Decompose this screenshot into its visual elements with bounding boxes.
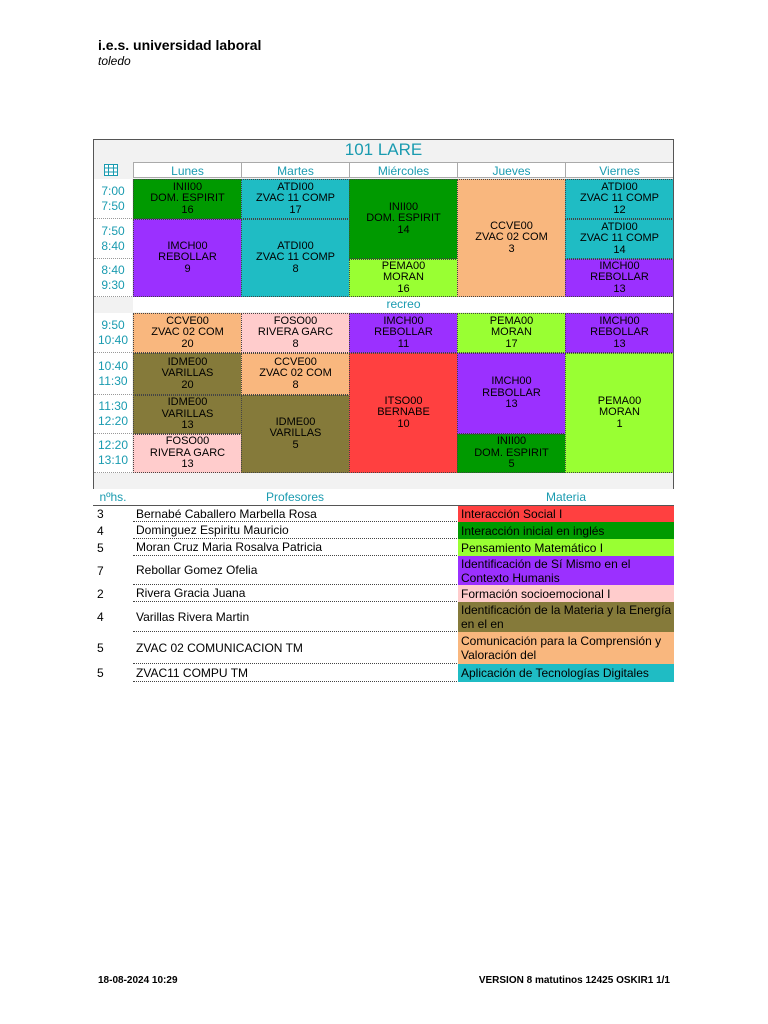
lesson-subject: ATDI00 — [277, 180, 314, 193]
legend-hours: 4 — [97, 523, 104, 538]
lesson-cell[interactable] — [133, 219, 242, 297]
lesson-teacher: ZVAC 11 COMP — [579, 192, 660, 205]
lesson-cell[interactable] — [241, 395, 350, 473]
time-end: 11:30 — [98, 373, 128, 388]
lesson-subject: PEMA00 — [489, 314, 534, 327]
legend-subject: Pensamiento Matemático I — [458, 539, 674, 556]
lesson-cell[interactable] — [457, 434, 566, 473]
lesson-subject: CCVE00 — [166, 314, 209, 327]
legend-subject: Identificación de Sí Mismo en el Contexto Humanis — [458, 556, 674, 585]
lesson-subject: ATDI00 — [601, 220, 638, 233]
lesson-room: 17 — [289, 203, 302, 216]
lesson-teacher: DOM. ESPIRIT — [474, 446, 549, 459]
legend-teacher: Rebollar Gomez Ofelia — [133, 556, 457, 585]
table-border-top — [93, 139, 674, 140]
lesson-room: 11 — [397, 337, 410, 350]
lesson-subject: INII00 — [172, 180, 203, 193]
legend-subject: Identificación de la Materia y la Energía en el en — [458, 602, 674, 632]
table-border-right — [673, 139, 674, 489]
lesson-teacher: MORAN — [599, 406, 640, 419]
legend-subject-header: Materia — [545, 490, 586, 504]
lesson-subject: CCVE00 — [490, 219, 533, 232]
lesson-cell[interactable] — [133, 395, 242, 434]
time-end: 10:40 — [97, 332, 129, 347]
lesson-teacher: ZVAC 11 COMP — [255, 192, 336, 205]
time-start: 7:00 — [101, 183, 125, 198]
lesson-teacher: RIVERA GARC — [257, 326, 334, 339]
lesson-teacher: ZVAC 02 COM — [259, 367, 332, 380]
legend-hours: 4 — [97, 610, 104, 624]
day-header: Lunes — [133, 162, 242, 178]
lesson-cell[interactable] — [133, 434, 242, 473]
time-slot — [94, 313, 132, 353]
lesson-teacher: RIVERA GARC — [149, 446, 226, 459]
lesson-room: 13 — [181, 458, 194, 471]
lesson-subject: IMCH00 — [599, 314, 640, 327]
time-end: 9:30 — [101, 277, 125, 292]
legend-hours: 7 — [97, 563, 104, 578]
legend-subject: Comunicación para la Comprensión y Valoración del — [458, 632, 674, 664]
legend-teacher: Rivera Gracia Juana — [133, 585, 457, 602]
lesson-teacher: REBOLLAR — [590, 326, 649, 339]
legend-teacher: Varillas Rivera Martin — [133, 602, 457, 632]
lesson-cell[interactable] — [565, 219, 674, 259]
time-start: 12:20 — [97, 438, 129, 452]
lesson-cell[interactable] — [241, 353, 350, 395]
time-start: 10:40 — [97, 358, 129, 373]
lesson-cell[interactable] — [133, 179, 242, 219]
lesson-subject: PEMA00 — [597, 394, 642, 407]
lesson-teacher: ZVAC 11 COMP — [579, 232, 660, 245]
lesson-room: 5 — [508, 458, 515, 471]
lesson-room: 16 — [181, 203, 194, 216]
lesson-teacher: REBOLLAR — [374, 326, 433, 339]
lesson-teacher: ZVAC 02 COM — [475, 231, 548, 244]
lesson-teacher: REBOLLAR — [590, 271, 649, 284]
lesson-subject: ITSO00 — [384, 394, 423, 407]
lesson-cell[interactable] — [457, 313, 566, 353]
lesson-cell[interactable] — [133, 353, 242, 395]
lesson-teacher: DOM. ESPIRIT — [150, 192, 225, 205]
lesson-subject: INII00 — [388, 200, 419, 213]
legend-teacher: ZVAC11 COMPU TM — [133, 664, 457, 682]
time-end: 8:40 — [101, 238, 125, 253]
lesson-subject: IMCH00 — [491, 375, 532, 388]
lesson-room: 9 — [184, 262, 191, 275]
footer-version: VERSION 8 matutinos 12425 OSKIR1 1/1 — [478, 975, 670, 986]
legend-hours: 5 — [97, 540, 104, 555]
legend-teacher: Dominguez Espiritu Mauricio — [133, 522, 457, 539]
lesson-teacher: REBOLLAR — [482, 386, 541, 399]
lesson-room: 3 — [508, 242, 515, 255]
lesson-room: 10 — [397, 417, 410, 430]
time-slot — [94, 434, 132, 473]
lesson-room: 13 — [181, 419, 194, 432]
lesson-teacher: MORAN — [491, 326, 532, 339]
legend-hours: 5 — [97, 666, 104, 680]
lesson-cell[interactable] — [133, 313, 242, 353]
lesson-room: 12 — [613, 203, 626, 216]
lesson-subject: FOSO00 — [165, 435, 210, 448]
lesson-subject: ATDI00 — [277, 239, 314, 252]
lesson-cell[interactable] — [349, 179, 458, 259]
lesson-subject: CCVE00 — [274, 355, 317, 368]
lesson-cell[interactable] — [565, 179, 674, 219]
lesson-room: 8 — [292, 337, 299, 350]
time-start: 11:30 — [98, 399, 128, 413]
legend-teacher: ZVAC 02 COMUNICACION TM — [133, 632, 457, 664]
lesson-teacher: BERNABE — [377, 406, 430, 419]
lesson-room: 16 — [397, 282, 410, 295]
lesson-room: 14 — [397, 223, 410, 236]
lesson-room: 8 — [292, 378, 299, 391]
lesson-teacher: MORAN — [383, 271, 424, 284]
day-header: Martes — [241, 162, 350, 178]
lesson-cell[interactable] — [349, 353, 458, 473]
lesson-cell[interactable] — [241, 313, 350, 353]
time-end: 13:10 — [97, 453, 129, 467]
lesson-cell[interactable] — [457, 179, 566, 297]
lesson-teacher: DOM. ESPIRIT — [366, 212, 441, 225]
legend-teacher: Moran Cruz Maria Rosalva Patricia — [133, 539, 457, 556]
table-border-left — [93, 139, 94, 489]
lesson-cell[interactable] — [349, 259, 458, 297]
lesson-cell[interactable] — [241, 219, 350, 297]
legend-teacher: Bernabé Caballero Marbella Rosa — [133, 506, 457, 522]
time-end: 12:20 — [97, 414, 129, 428]
time-slot — [94, 395, 132, 434]
lesson-room: 20 — [181, 378, 194, 391]
day-header: Miércoles — [349, 162, 458, 178]
legend-hours: 2 — [97, 586, 104, 601]
legend-hours: 3 — [97, 507, 104, 521]
lesson-room: 17 — [505, 337, 518, 350]
lesson-subject: PEMA00 — [381, 259, 426, 272]
lesson-teacher: REBOLLAR — [158, 251, 217, 264]
footer-date: 18-08-2024 10:29 — [98, 975, 178, 986]
legend-teachers-header: Profesores — [265, 490, 325, 504]
lesson-teacher: VARILLAS — [161, 407, 214, 420]
lesson-room: 8 — [292, 262, 299, 275]
lesson-teacher: ZVAC 02 COM — [151, 326, 224, 339]
school-name: i.e.s. universidad laboral — [98, 37, 262, 53]
lesson-cell[interactable] — [457, 353, 566, 434]
lesson-cell[interactable] — [565, 259, 674, 297]
time-start: 8:40 — [101, 262, 125, 277]
time-slot — [94, 179, 132, 219]
lesson-subject: ATDI00 — [601, 180, 638, 193]
lesson-cell[interactable] — [565, 353, 674, 473]
time-slot — [94, 219, 132, 259]
lesson-subject: IMCH00 — [167, 239, 208, 252]
time-slot — [94, 259, 132, 297]
lesson-subject: INII00 — [496, 435, 527, 448]
time-start: 7:50 — [101, 223, 125, 238]
lesson-subject: IDME00 — [167, 355, 208, 368]
time-slot — [94, 353, 132, 395]
legend-subject: Interacción Social I — [458, 506, 674, 522]
lesson-cell[interactable] — [349, 313, 458, 353]
lesson-room: 13 — [613, 282, 626, 295]
lesson-subject: IDME00 — [167, 396, 208, 409]
lesson-room: 5 — [292, 438, 299, 451]
day-header: Jueves — [457, 162, 566, 178]
lesson-subject: IMCH00 — [599, 259, 640, 272]
timetable-title: 101 LARE — [344, 140, 423, 159]
lesson-room: 13 — [613, 337, 626, 350]
legend-subject: Formación socioemocional I — [458, 585, 674, 602]
day-header: Viernes — [565, 162, 674, 178]
lesson-subject: FOSO00 — [273, 314, 318, 327]
lesson-teacher: VARILLAS — [269, 427, 322, 440]
break-row: recreo — [133, 297, 674, 312]
legend-hours: 5 — [97, 641, 104, 655]
lesson-room: 13 — [505, 398, 518, 411]
legend-subject: Aplicación de Tecnologías Digitales — [458, 664, 674, 682]
lesson-cell[interactable] — [241, 179, 350, 219]
lesson-subject: IMCH00 — [383, 314, 424, 327]
grid-icon — [104, 164, 118, 176]
lesson-teacher: ZVAC 11 COMP — [255, 251, 336, 264]
lesson-subject: IDME00 — [275, 415, 316, 428]
lesson-room: 20 — [181, 337, 194, 350]
lesson-room: 14 — [613, 243, 626, 256]
lesson-teacher: VARILLAS — [161, 367, 214, 380]
legend-hours-header: nºhs. — [99, 490, 127, 504]
legend-subject: Interacción inicial en inglés — [458, 522, 674, 539]
time-start: 9:50 — [101, 317, 125, 332]
lesson-room: 1 — [616, 417, 623, 430]
lesson-cell[interactable] — [565, 313, 674, 353]
school-city: toledo — [98, 54, 131, 68]
time-end: 7:50 — [101, 198, 125, 213]
